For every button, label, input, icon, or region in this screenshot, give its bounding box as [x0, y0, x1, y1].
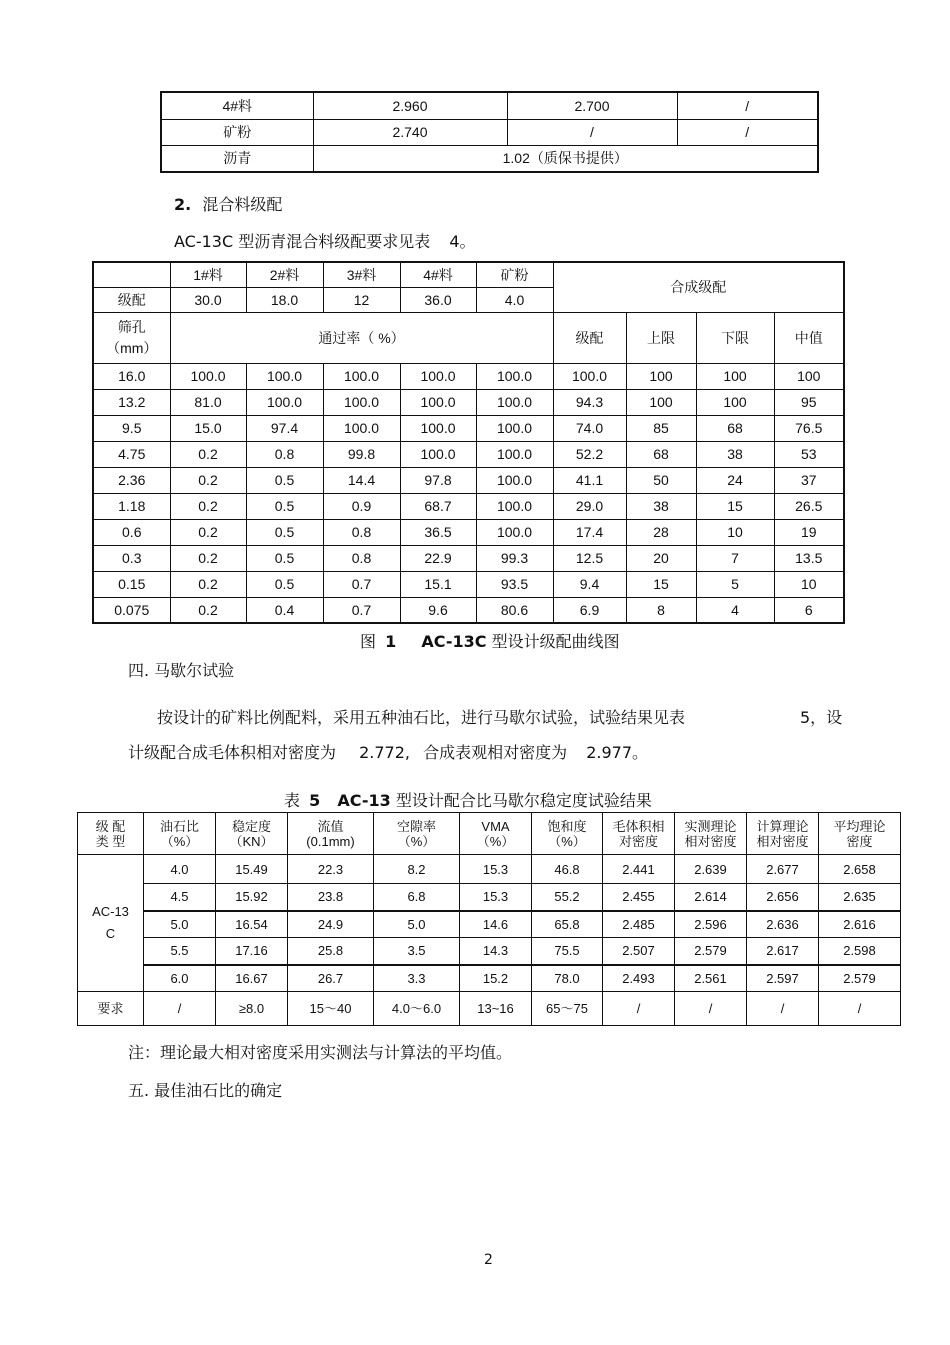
- header-line: （%）: [476, 833, 515, 849]
- header-line: 油石比: [159, 818, 199, 834]
- material-header: 矿粉: [476, 262, 553, 287]
- para5-line2: [128, 743, 648, 763]
- value-cell: 100: [626, 363, 696, 389]
- value-cell: 16.67: [216, 965, 288, 992]
- value-cell: 76.5: [774, 415, 844, 441]
- ratio-cell: 36.0: [400, 287, 476, 312]
- bulk-density-value: 2.772,: [359, 743, 410, 762]
- value-cell: 8.2: [374, 855, 460, 884]
- header-line: 计算理论: [756, 818, 809, 834]
- header-line: 密度: [846, 833, 873, 849]
- intro-text: AC-13C 型沥青混合料级配要求见表: [174, 232, 431, 251]
- value-cell: 100.0: [170, 363, 246, 389]
- synth-col-header: 中值: [774, 312, 844, 363]
- table-row: [78, 855, 901, 884]
- table-row: [93, 262, 844, 287]
- header-line: 级 配: [95, 818, 126, 834]
- value-cell: 24.9: [288, 911, 374, 938]
- requirement-cell: /: [675, 992, 747, 1026]
- sieve-size-cell: 0.075: [93, 597, 170, 623]
- value-cell: 100.0: [476, 363, 553, 389]
- value-cell: 4: [696, 597, 774, 623]
- para-text: 合成表观相对密度为: [423, 743, 568, 762]
- oil-ratio-cell: 5.0: [144, 911, 216, 938]
- value-cell: 100.0: [246, 363, 323, 389]
- para5-line1-end: 5，设: [800, 708, 843, 727]
- requirement-cell: 13~16: [460, 992, 532, 1026]
- header-line: （%）: [160, 833, 199, 849]
- value-cell: 100: [626, 389, 696, 415]
- value-cell: 68: [696, 415, 774, 441]
- intro-table-ref: 4。: [449, 232, 476, 251]
- value-cell: 15.1: [400, 571, 476, 597]
- table-row: [93, 467, 844, 493]
- value-cell: 0.2: [170, 545, 246, 571]
- ratio-cell: 4.0: [476, 287, 553, 312]
- value-cell: 15.92: [216, 884, 288, 911]
- section-heading-5: 五. 最佳油石比的确定: [128, 1081, 283, 1100]
- cell: /: [507, 119, 677, 145]
- heading-text: 混合料级配: [202, 195, 283, 214]
- value-cell: 36.5: [400, 519, 476, 545]
- header-line: 相对密度: [684, 833, 737, 849]
- value-cell: 10: [696, 519, 774, 545]
- header-line: 对密度: [618, 833, 658, 849]
- synth-col-header: 下限: [696, 312, 774, 363]
- value-cell: 0.8: [323, 519, 400, 545]
- value-cell: 6: [774, 597, 844, 623]
- value-cell: 100.0: [476, 467, 553, 493]
- value-cell: 100.0: [476, 415, 553, 441]
- cell: /: [677, 119, 818, 145]
- value-cell: 0.2: [170, 441, 246, 467]
- value-cell: 46.8: [532, 855, 603, 884]
- value-cell: 85: [626, 415, 696, 441]
- header-line: 毛体积相: [612, 818, 665, 834]
- sieve-size-cell: 4.75: [93, 441, 170, 467]
- value-cell: 37: [774, 467, 844, 493]
- value-cell: 0.5: [246, 467, 323, 493]
- density-table-continued: [160, 91, 819, 173]
- mix-type-label: C: [105, 926, 116, 941]
- ratio-cell: 18.0: [246, 287, 323, 312]
- value-cell: 0.5: [246, 545, 323, 571]
- value-cell: 9.6: [400, 597, 476, 623]
- column-header: [216, 813, 288, 855]
- caption-title: 型设计配合比马歇尔稳定度试验结果: [395, 791, 652, 810]
- value-cell: 14.6: [460, 911, 532, 938]
- value-cell: 100.0: [476, 441, 553, 467]
- value-cell: 2.617: [747, 938, 819, 965]
- column-header: [532, 813, 603, 855]
- mix-type-label: AC-13: [92, 904, 129, 919]
- table-row: [78, 884, 901, 911]
- value-cell: 5.0: [374, 911, 460, 938]
- value-cell: 15.2: [460, 965, 532, 992]
- value-cell: 97.8: [400, 467, 476, 493]
- cell: 沥青: [161, 145, 313, 172]
- table-row: [78, 911, 901, 938]
- value-cell: 100.0: [553, 363, 626, 389]
- sieve-size-cell: 1.18: [93, 493, 170, 519]
- value-cell: 75.5: [532, 938, 603, 965]
- table-row: [93, 389, 844, 415]
- sieve-unit: （mm）: [106, 339, 158, 356]
- table-row: [93, 312, 844, 363]
- caption-number: 5: [309, 791, 321, 810]
- value-cell: 2.614: [675, 884, 747, 911]
- value-cell: 2.579: [675, 938, 747, 965]
- requirement-cell: /: [819, 992, 901, 1026]
- section-heading-2: [174, 195, 282, 215]
- value-cell: 0.2: [170, 571, 246, 597]
- sieve-size-cell: 9.5: [93, 415, 170, 441]
- caption-code: AC-13: [337, 791, 391, 810]
- column-header: [144, 813, 216, 855]
- requirement-cell: 65～75: [532, 992, 603, 1026]
- value-cell: 68: [626, 441, 696, 467]
- value-cell: 26.5: [774, 493, 844, 519]
- material-header: 3#料: [323, 262, 400, 287]
- cell: 矿粉: [161, 119, 313, 145]
- value-cell: 22.9: [400, 545, 476, 571]
- requirement-cell: 4.0～6.0: [374, 992, 460, 1026]
- value-cell: 95: [774, 389, 844, 415]
- value-cell: 93.5: [476, 571, 553, 597]
- value-cell: 65.8: [532, 911, 603, 938]
- value-cell: 15: [626, 571, 696, 597]
- oil-ratio-cell: 6.0: [144, 965, 216, 992]
- value-cell: 0.2: [170, 467, 246, 493]
- value-cell: 0.8: [246, 441, 323, 467]
- value-cell: 19: [774, 519, 844, 545]
- value-cell: 13.5: [774, 545, 844, 571]
- table-row: [161, 145, 818, 172]
- value-cell: 9.4: [553, 571, 626, 597]
- header-line: (0.1mm): [306, 833, 355, 849]
- value-cell: 2.635: [819, 884, 901, 911]
- value-cell: 99.3: [476, 545, 553, 571]
- table5-caption: [284, 788, 652, 811]
- gradation-table: [92, 261, 845, 624]
- value-cell: 25.8: [288, 938, 374, 965]
- table-row: [93, 363, 844, 389]
- header-line: 饱和度: [547, 818, 587, 834]
- value-cell: 15.3: [460, 855, 532, 884]
- value-cell: 2.441: [603, 855, 675, 884]
- value-cell: 100.0: [323, 389, 400, 415]
- header-line: （%）: [397, 833, 436, 849]
- value-cell: 100.0: [246, 389, 323, 415]
- sieve-label: 筛孔: [117, 318, 146, 335]
- value-cell: 38: [696, 441, 774, 467]
- value-cell: 100: [696, 363, 774, 389]
- value-cell: 15.49: [216, 855, 288, 884]
- heading-number: 2.: [174, 195, 192, 214]
- sieve-size-cell: 2.36: [93, 467, 170, 493]
- value-cell: 2.597: [747, 965, 819, 992]
- apparent-density-value: 2.977。: [586, 743, 649, 762]
- value-cell: 12.5: [553, 545, 626, 571]
- value-cell: 28: [626, 519, 696, 545]
- cell: /: [677, 92, 818, 119]
- value-cell: 2.493: [603, 965, 675, 992]
- table-row: [78, 965, 901, 992]
- header-line: 相对密度: [756, 833, 809, 849]
- value-cell: 6.8: [374, 884, 460, 911]
- table-row: [78, 938, 901, 965]
- value-cell: 100.0: [400, 415, 476, 441]
- figure-caption: [360, 629, 620, 652]
- value-cell: 2.636: [747, 911, 819, 938]
- header-line: VMA: [481, 818, 510, 834]
- pass-header: 通过率（ %）: [170, 312, 553, 363]
- oil-ratio-cell: 4.5: [144, 884, 216, 911]
- synth-header: 合成级配: [553, 262, 844, 312]
- material-header: 2#料: [246, 262, 323, 287]
- value-cell: 2.598: [819, 938, 901, 965]
- column-header: [374, 813, 460, 855]
- value-cell: 0.2: [170, 519, 246, 545]
- page-number: 2: [484, 1252, 493, 1268]
- table-row: [93, 519, 844, 545]
- value-cell: 2.507: [603, 938, 675, 965]
- value-cell: 2.485: [603, 911, 675, 938]
- value-cell: 68.7: [400, 493, 476, 519]
- value-cell: 0.7: [323, 571, 400, 597]
- value-cell: 55.2: [532, 884, 603, 911]
- table-row: [93, 571, 844, 597]
- requirement-cell: /: [144, 992, 216, 1026]
- requirement-cell: ≥8.0: [216, 992, 288, 1026]
- value-cell: 2.561: [675, 965, 747, 992]
- value-cell: 81.0: [170, 389, 246, 415]
- value-cell: 26.7: [288, 965, 374, 992]
- requirement-cell: /: [747, 992, 819, 1026]
- value-cell: 2.658: [819, 855, 901, 884]
- cell: 2.740: [313, 119, 507, 145]
- value-cell: 78.0: [532, 965, 603, 992]
- section2-intro: [174, 232, 476, 252]
- column-header: [288, 813, 374, 855]
- figure-title: 型设计级配曲线图: [491, 632, 620, 651]
- value-cell: 15.0: [170, 415, 246, 441]
- figure-number: 1: [385, 632, 397, 651]
- value-cell: 23.8: [288, 884, 374, 911]
- value-cell: 15.3: [460, 884, 532, 911]
- value-cell: 100.0: [476, 519, 553, 545]
- figure-prefix: 图: [360, 632, 377, 651]
- requirement-row: [78, 992, 901, 1026]
- material-header: 4#料: [400, 262, 476, 287]
- cell: 4#料: [161, 92, 313, 119]
- value-cell: 100.0: [476, 389, 553, 415]
- value-cell: 0.2: [170, 493, 246, 519]
- para-text: 按设计的矿料比例配料，采用五种油石比，进行马歇尔试验，试验结果见表: [157, 708, 686, 727]
- sieve-size-cell: 0.15: [93, 571, 170, 597]
- column-header: [460, 813, 532, 855]
- value-cell: 0.5: [246, 493, 323, 519]
- sieve-size-cell: 0.3: [93, 545, 170, 571]
- sieve-size-cell: 0.6: [93, 519, 170, 545]
- cell: [93, 262, 170, 287]
- table-row: [93, 441, 844, 467]
- value-cell: 99.8: [323, 441, 400, 467]
- cell: 1.02（质保书提供）: [313, 145, 818, 172]
- header-line: （KN）: [229, 833, 274, 849]
- value-cell: 50: [626, 467, 696, 493]
- caption-prefix: 表: [284, 791, 301, 810]
- column-header: [78, 813, 144, 855]
- section-heading-4: 四. 马歇尔试验: [128, 661, 235, 680]
- value-cell: 100.0: [400, 441, 476, 467]
- value-cell: 17.4: [553, 519, 626, 545]
- value-cell: 0.5: [246, 571, 323, 597]
- cell: 2.960: [313, 92, 507, 119]
- table-row: [161, 92, 818, 119]
- value-cell: 100.0: [323, 415, 400, 441]
- header-line: 平均理论: [833, 818, 886, 834]
- column-header: [603, 813, 675, 855]
- header-line: 实测理论: [684, 818, 737, 834]
- value-cell: 0.7: [323, 597, 400, 623]
- value-cell: 17.16: [216, 938, 288, 965]
- column-header: [747, 813, 819, 855]
- value-cell: 52.2: [553, 441, 626, 467]
- value-cell: 15: [696, 493, 774, 519]
- sieve-header: [93, 312, 170, 363]
- table-row: [161, 119, 818, 145]
- value-cell: 2.656: [747, 884, 819, 911]
- ratio-cell: 12: [323, 287, 400, 312]
- value-cell: 24: [696, 467, 774, 493]
- value-cell: 3.3: [374, 965, 460, 992]
- header-line: （%）: [548, 833, 586, 849]
- footnote: 注：理论最大相对密度采用实测法与计算法的平均值。: [128, 1043, 513, 1062]
- sieve-size-cell: 16.0: [93, 363, 170, 389]
- value-cell: 29.0: [553, 493, 626, 519]
- para5-line1: [157, 708, 685, 728]
- requirement-cell: /: [603, 992, 675, 1026]
- ratio-cell: 30.0: [170, 287, 246, 312]
- requirement-cell: 15～40: [288, 992, 374, 1026]
- mix-type-cell: [78, 855, 144, 992]
- value-cell: 2.596: [675, 911, 747, 938]
- marshall-test-table: [77, 812, 901, 1026]
- value-cell: 8: [626, 597, 696, 623]
- header-line: 空隙率: [396, 818, 436, 834]
- value-cell: 20: [626, 545, 696, 571]
- value-cell: 100.0: [400, 363, 476, 389]
- value-cell: 100: [774, 363, 844, 389]
- sieve-size-cell: 13.2: [93, 389, 170, 415]
- header-line: 流值: [317, 818, 344, 834]
- value-cell: 0.5: [246, 519, 323, 545]
- value-cell: 0.8: [323, 545, 400, 571]
- value-cell: 16.54: [216, 911, 288, 938]
- oil-ratio-cell: 5.5: [144, 938, 216, 965]
- column-header: [819, 813, 901, 855]
- marshall-table-body: [78, 855, 901, 1026]
- value-cell: 6.9: [553, 597, 626, 623]
- value-cell: 0.4: [246, 597, 323, 623]
- value-cell: 2.616: [819, 911, 901, 938]
- value-cell: 5: [696, 571, 774, 597]
- value-cell: 2.677: [747, 855, 819, 884]
- value-cell: 3.5: [374, 938, 460, 965]
- table-row: [93, 545, 844, 571]
- value-cell: 14.4: [323, 467, 400, 493]
- value-cell: 53: [774, 441, 844, 467]
- gradation-table-body: [93, 363, 844, 623]
- value-cell: 0.9: [323, 493, 400, 519]
- table-header-row: [78, 813, 901, 855]
- ratio-label: 级配: [93, 287, 170, 312]
- para-text: 计级配合成毛体积相对密度为: [128, 743, 337, 762]
- synth-col-header: 上限: [626, 312, 696, 363]
- oil-ratio-cell: 4.0: [144, 855, 216, 884]
- value-cell: 2.579: [819, 965, 901, 992]
- value-cell: 22.3: [288, 855, 374, 884]
- header-line: 类 型: [95, 833, 126, 849]
- figure-code: AC-13C: [421, 632, 487, 651]
- value-cell: 2.639: [675, 855, 747, 884]
- value-cell: 14.3: [460, 938, 532, 965]
- value-cell: 100: [696, 389, 774, 415]
- column-header: [675, 813, 747, 855]
- value-cell: 41.1: [553, 467, 626, 493]
- requirement-label: 要求: [78, 992, 144, 1026]
- value-cell: 100.0: [400, 389, 476, 415]
- value-cell: 10: [774, 571, 844, 597]
- table-row: [93, 415, 844, 441]
- value-cell: 97.4: [246, 415, 323, 441]
- material-header: 1#料: [170, 262, 246, 287]
- value-cell: 2.455: [603, 884, 675, 911]
- cell: 2.700: [507, 92, 677, 119]
- table-row: [93, 597, 844, 623]
- value-cell: 38: [626, 493, 696, 519]
- header-line: 稳定度: [231, 818, 271, 834]
- value-cell: 7: [696, 545, 774, 571]
- value-cell: 94.3: [553, 389, 626, 415]
- value-cell: 100.0: [323, 363, 400, 389]
- value-cell: 100.0: [476, 493, 553, 519]
- value-cell: 0.2: [170, 597, 246, 623]
- value-cell: 80.6: [476, 597, 553, 623]
- synth-col-header: 级配: [553, 312, 626, 363]
- table-row: [93, 493, 844, 519]
- value-cell: 74.0: [553, 415, 626, 441]
